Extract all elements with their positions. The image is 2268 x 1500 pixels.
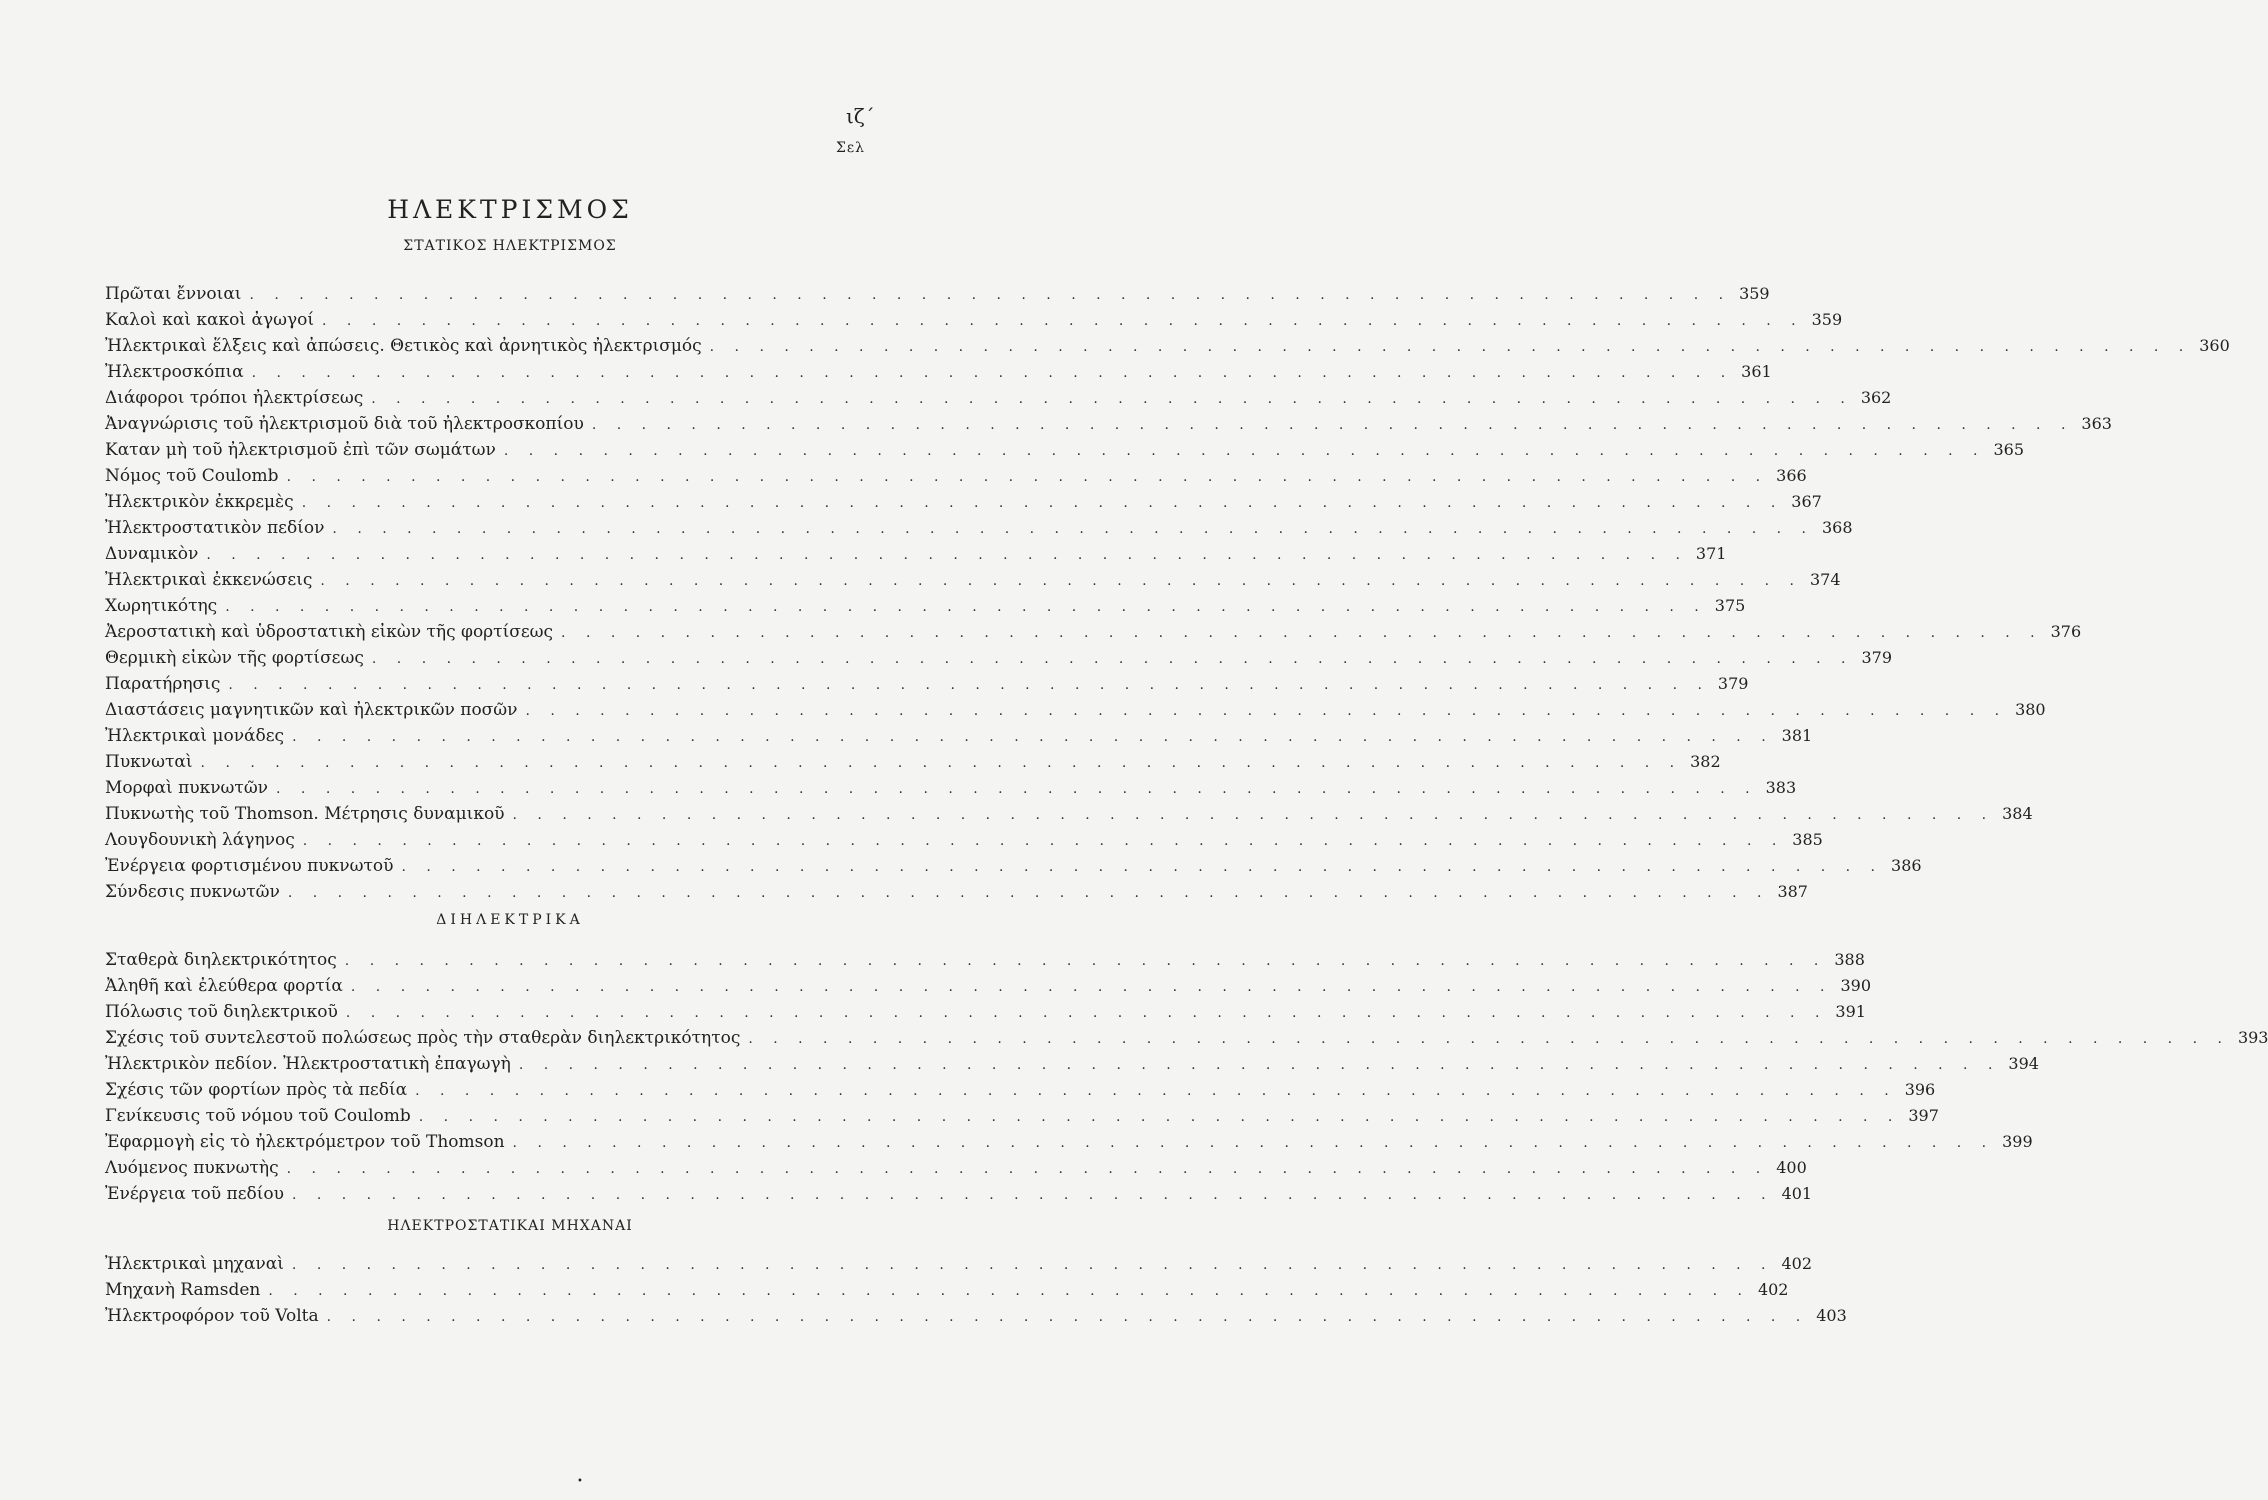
toc-entry-page: 383: [1765, 778, 1797, 797]
toc-entry-page: 375: [1714, 596, 1746, 615]
toc-entry: [105, 1106, 1939, 1132]
page-number: ιζ΄: [846, 104, 875, 128]
toc-entry-title: Διαστάσεις μαγνητικῶν καὶ ἠλεκτρικῶν ποσῶν: [105, 700, 518, 720]
dot-leader: . . . . . . . . . . . . . . . . . . . . . . . . . . . . . . . . . . . . . . . . . . . . . . . . . . . . . . . . . . . .: [418, 1109, 1901, 1125]
toc-entry-page: 391: [1835, 1002, 1866, 1021]
toc-entry-title: Ἠλεκτρικὸν ἐκκρεμὲς: [105, 492, 294, 512]
toc-entry: [105, 1054, 2039, 1080]
dot-leader: . . . . . . . . . . . . . . . . . . . . . . . . . . . . . . . . . . . . . . . . . . . . . . . . . . . . . . . . . . . .: [292, 729, 1774, 745]
toc-entry: [105, 726, 1813, 752]
toc-entry-page: 385: [1792, 830, 1823, 849]
toc-entry-page: 374: [1809, 570, 1841, 589]
toc-entry-title: Ἀναγνώρισις τοῦ ἠλεκτρισμοῦ διὰ τοῦ ἠλεκτροσκοπίου: [105, 414, 584, 434]
dot-leader: . . . . . . . . . . . . . . . . . . . . . . . . . . . . . . . . . . . . . . . . . . . . . . . . . . . . . . . . . . . .: [345, 1005, 1828, 1021]
toc-entry-page: 381: [1781, 726, 1813, 745]
dot-leader: . . . . . . . . . . . . . . . . . . . . . . . . . . . . . . . . . . . . . . . . . . . . . . . . . . . . . . . . . . . .: [286, 1161, 1769, 1177]
toc-entry-title: Μορφαὶ πυκνωτῶν: [105, 778, 269, 798]
toc-entry-page: 376: [2050, 622, 2082, 641]
dot-leader: . . . . . . . . . . . . . . . . . . . . . . . . . . . . . . . . . . . . . . . . . . . . . . . . . . . . . . . . . . . .: [251, 365, 1734, 381]
toc-entry-title: Θερμικὴ εἰκὼν τῆς φορτίσεως: [105, 648, 364, 668]
dot-leader: . . . . . . . . . . . . . . . . . . . . . . . . . . . . . . . . . . . . . . . . . . . . . . . . . . . . . . . . . . . .: [401, 859, 1884, 875]
dot-leader: . . . . . . . . . . . . . . . . . . . . . . . . . . . . . . . . . . . . . . . . . . . . . . . . . . . . . . . . . . . .: [332, 521, 1814, 537]
toc-entry: [105, 1254, 1813, 1280]
dot-leader: . . . . . . . . . . . . . . . . . . . . . . . . . . . . . . . . . . . . . . . . . . . . . . . . . . . . . . . . . . . .: [206, 547, 1688, 563]
toc-entry-page: 388: [1834, 950, 1865, 969]
toc-entry: [105, 622, 2082, 648]
dot-leader: . . . . . . . . . . . . . . . . . . . . . . . . . . . . . . . . . . . . . . . . . . . . . . . . . . . . . . . . . . . .: [591, 417, 2074, 433]
toc-list-static-electricity: [105, 284, 2230, 908]
toc-entry-title: Ἀεροστατικὴ καὶ ὑδροστατικὴ εἰκὼν τῆς φορτίσεως: [105, 622, 554, 642]
toc-entry-title: Ἠλεκτρικὸν πεδίον. Ἠλεκτροστατικὴ ἐπαγωγὴ: [105, 1054, 511, 1074]
toc-entry-page: 360: [2199, 336, 2230, 355]
toc-entry-page: 402: [1757, 1280, 1789, 1299]
toc-entry: [105, 856, 1922, 882]
toc-entry-title: Σταθερὰ διηλεκτρικότητος: [105, 950, 337, 970]
toc-entry: [105, 752, 1721, 778]
footer-mark: •: [577, 1476, 583, 1487]
toc-entry: [105, 570, 1841, 596]
toc-entry-title: Ἠλεκτρικαὶ μηχαναὶ: [105, 1254, 284, 1274]
toc-entry: [105, 1184, 1813, 1210]
dot-leader: . . . . . . . . . . . . . . . . . . . . . . . . . . . . . . . . . . . . . . . . . . . . . . . . . . . . . . . . . . . .: [326, 1309, 1809, 1325]
toc-entry-page: 403: [1816, 1306, 1847, 1325]
toc-entry-page: 362: [1860, 388, 1892, 407]
toc-entry-page: 361: [1741, 362, 1772, 381]
toc-entry-title: Νόμος τοῦ Coulomb: [105, 466, 279, 486]
toc-entry: [105, 1080, 1936, 1106]
section-title-dielectrics: ΔΙΗΛΕΚΤΡΙΚΑ: [436, 912, 584, 928]
dot-leader: . . . . . . . . . . . . . . . . . . . . . . . . . . . . . . . . . . . . . . . . . . . . . . . . . . . . . . . . . . . .: [322, 313, 1804, 329]
toc-entry: [105, 414, 2112, 440]
dot-leader: . . . . . . . . . . . . . . . . . . . . . . . . . . . . . . . . . . . . . . . . . . . . . . . . . . . . . . . . . . . .: [291, 1187, 1774, 1203]
toc-entry: [105, 544, 1727, 570]
toc-entry: [105, 284, 1770, 310]
toc-entry-title: Λουγδουνικὴ λάγηνος: [105, 830, 295, 850]
toc-entry-page: 366: [1776, 466, 1807, 485]
dot-leader: . . . . . . . . . . . . . . . . . . . . . . . . . . . . . . . . . . . . . . . . . . . . . . . . . . . . . . . . . . . .: [748, 1031, 2230, 1047]
toc-entry: [105, 882, 1808, 908]
toc-entry-title: Σχέσις τοῦ συντελεστοῦ πολώσεως πρὸς τὴν σταθερὰν διηλεκτρικότητος: [105, 1028, 741, 1048]
dot-leader: . . . . . . . . . . . . . . . . . . . . . . . . . . . . . . . . . . . . . . . . . . . . . . . . . . . . . . . . . . . .: [415, 1083, 1897, 1099]
toc-entry: [105, 1280, 1789, 1306]
toc-entry: [105, 596, 1746, 622]
toc-entry-page: 387: [1777, 882, 1808, 901]
toc-entry: [105, 1306, 1847, 1332]
toc-entry: [105, 830, 1823, 856]
dot-leader: . . . . . . . . . . . . . . . . . . . . . . . . . . . . . . . . . . . . . . . . . . . . . . . . . . . . . . . . . . . .: [287, 885, 1770, 901]
dot-leader: . . . . . . . . . . . . . . . . . . . . . . . . . . . . . . . . . . . . . . . . . . . . . . . . . . . . . . . . . . . .: [302, 833, 1785, 849]
dot-leader: . . . . . . . . . . . . . . . . . . . . . . . . . . . . . . . . . . . . . . . . . . . . . . . . . . . . . . . . . . . .: [276, 781, 1758, 797]
dot-leader: . . . . . . . . . . . . . . . . . . . . . . . . . . . . . . . . . . . . . . . . . . . . . . . . . . . . . . . . . . . .: [344, 953, 1827, 969]
toc-entry-title: Δυναμικὸν: [105, 544, 199, 564]
toc-entry-title: Καλοὶ καὶ κακοὶ ἀγωγοί: [105, 310, 315, 330]
dot-leader: . . . . . . . . . . . . . . . . . . . . . . . . . . . . . . . . . . . . . . . . . . . . . . . . . . . . . . . . . . . .: [371, 651, 1854, 667]
toc-entry-title: Πρῶται ἔννοιαι: [105, 284, 242, 304]
toc-list-dielectrics: [105, 950, 2268, 1210]
toc-entry: [105, 362, 1772, 388]
toc-entry-page: 400: [1776, 1158, 1807, 1177]
main-title: ΗΛΕΚΤΡΙΣΜΟΣ: [387, 194, 633, 224]
toc-entry: [105, 440, 2024, 466]
toc-entry: [105, 1158, 1807, 1184]
toc-entry-page: 394: [2008, 1054, 2039, 1073]
toc-entry-title: Ἠλεκτροστατικὸν πεδίον: [105, 518, 325, 538]
toc-entry: [105, 336, 2230, 362]
toc-entry: [105, 976, 1872, 1002]
page-column-label: Σελ: [836, 140, 866, 156]
dot-leader: . . . . . . . . . . . . . . . . . . . . . . . . . . . . . . . . . . . . . . . . . . . . . . . . . . . . . . . . . . . .: [200, 755, 1683, 771]
toc-entry-page: 359: [1811, 310, 1843, 329]
toc-entry-title: Παρατήρησις: [105, 674, 221, 694]
toc-entry-title: Ἠλεκτροσκόπια: [105, 362, 244, 382]
toc-entry-page: 382: [1690, 752, 1721, 771]
toc-entry-title: Σύνδεσις πυκνωτῶν: [105, 882, 280, 902]
toc-entry-title: Καταν μὴ τοῦ ἠλεκτρισμοῦ ἐπὶ τῶν σωμάτων: [105, 440, 496, 460]
toc-entry: [105, 778, 1797, 804]
toc-entry-title: Ἐνέργεια φορτισμένου πυκνωτοῦ: [105, 856, 394, 876]
toc-entry-page: 402: [1781, 1254, 1813, 1273]
toc-entry-page: 396: [1904, 1080, 1936, 1099]
dot-leader: . . . . . . . . . . . . . . . . . . . . . . . . . . . . . . . . . . . . . . . . . . . . . . . . . . . . . . . . . . . .: [225, 599, 1707, 615]
dot-leader: . . . . . . . . . . . . . . . . . . . . . . . . . . . . . . . . . . . . . . . . . . . . . . . . . . . . . . . . . . . .: [249, 287, 1732, 303]
toc-list-electrostatic-machines: [105, 1254, 1847, 1332]
toc-entry-title: Ἐφαρμογὴ εἰς τὸ ἠλεκτρόμετρον τοῦ Thomson: [105, 1132, 505, 1152]
dot-leader: . . . . . . . . . . . . . . . . . . . . . . . . . . . . . . . . . . . . . . . . . . . . . . . . . . . . . . . . . . . .: [268, 1283, 1750, 1299]
toc-entry-page: 390: [1840, 976, 1872, 995]
toc-entry: [105, 648, 1893, 674]
toc-entry-title: Ἠλεκτρικαὶ ἐκκενώσεις: [105, 570, 313, 590]
toc-entry: [105, 700, 2046, 726]
dot-leader: . . . . . . . . . . . . . . . . . . . . . . . . . . . . . . . . . . . . . . . . . . . . . . . . . . . . . . . . . . . .: [518, 1057, 2001, 1073]
dot-leader: . . . . . . . . . . . . . . . . . . . . . . . . . . . . . . . . . . . . . . . . . . . . . . . . . . . . . . . . . . . .: [291, 1257, 1774, 1273]
toc-entry: [105, 518, 1853, 544]
toc-entry-title: Γενίκευσις τοῦ νόμου τοῦ Coulomb: [105, 1106, 411, 1126]
toc-entry-page: 399: [2002, 1132, 2033, 1151]
toc-entry: [105, 466, 1807, 492]
toc-entry: [105, 804, 2033, 830]
toc-entry-page: 359: [1739, 284, 1770, 303]
toc-entry-page: 363: [2081, 414, 2112, 433]
dot-leader: . . . . . . . . . . . . . . . . . . . . . . . . . . . . . . . . . . . . . . . . . . . . . . . . . . . . . . . . . . . .: [350, 979, 1833, 995]
section-title-static-electricity: ΣΤΑΤΙΚΟΣ ΗΛΕΚΤΡΙΣΜΟΣ: [403, 238, 617, 254]
toc-entry: [105, 674, 1749, 700]
toc-entry-page: 379: [1717, 674, 1749, 693]
toc-entry: [105, 310, 1843, 336]
dot-leader: . . . . . . . . . . . . . . . . . . . . . . . . . . . . . . . . . . . . . . . . . . . . . . . . . . . . . . . . . . . .: [512, 807, 1995, 823]
toc-entry-page: 386: [1891, 856, 1922, 875]
toc-entry-page: 397: [1908, 1106, 1939, 1125]
toc-entry-page: 368: [1822, 518, 1853, 537]
toc-entry: [105, 1002, 1866, 1028]
toc-entry-title: Μηχανὴ Ramsden: [105, 1280, 261, 1300]
toc-entry-title: Σχέσις τῶν φορτίων πρὸς τὰ πεδία: [105, 1080, 408, 1100]
toc-entry-title: Ἀληθῆ καὶ ἐλεύθερα φορτία: [105, 976, 343, 996]
dot-leader: . . . . . . . . . . . . . . . . . . . . . . . . . . . . . . . . . . . . . . . . . . . . . . . . . . . . . . . . . . . .: [561, 625, 2043, 641]
toc-entry: [105, 1132, 2033, 1158]
toc-entry-page: 393: [2237, 1028, 2268, 1047]
toc-entry: [105, 492, 1822, 518]
dot-leader: . . . . . . . . . . . . . . . . . . . . . . . . . . . . . . . . . . . . . . . . . . . . . . . . . . . . . . . . . . . .: [371, 391, 1853, 407]
dot-leader: . . . . . . . . . . . . . . . . . . . . . . . . . . . . . . . . . . . . . . . . . . . . . . . . . . . . . . . . . . . .: [709, 339, 2192, 355]
toc-entry-page: 401: [1781, 1184, 1813, 1203]
dot-leader: . . . . . . . . . . . . . . . . . . . . . . . . . . . . . . . . . . . . . . . . . . . . . . . . . . . . . . . . . . . .: [228, 677, 1710, 693]
section-title-electrostatic-machines: ΗΛΕΚΤΡΟΣΤΑΤΙΚΑΙ ΜΗΧΑΝΑΙ: [387, 1218, 633, 1234]
toc-entry-page: 365: [1993, 440, 2024, 459]
toc-entry-title: Ἐνέργεια τοῦ πεδίου: [105, 1184, 284, 1204]
toc-entry-page: 380: [2015, 700, 2046, 719]
dot-leader: . . . . . . . . . . . . . . . . . . . . . . . . . . . . . . . . . . . . . . . . . . . . . . . . . . . . . . . . . . . .: [503, 443, 1986, 459]
toc-entry-title: Ἠλεκτροφόρον τοῦ Volta: [105, 1306, 319, 1326]
toc-entry-title: Διάφοροι τρόποι ἠλεκτρίσεως: [105, 388, 364, 408]
toc-entry-page: 379: [1861, 648, 1893, 667]
toc-entry: [105, 1028, 2268, 1054]
toc-entry-title: Χωρητικότης: [105, 596, 218, 616]
dot-leader: . . . . . . . . . . . . . . . . . . . . . . . . . . . . . . . . . . . . . . . . . . . . . . . . . . . . . . . . . . . .: [301, 495, 1784, 511]
toc-entry-title: Ἠλεκτρικαὶ ἕλξεις καὶ ἀπώσεις. Θετικὸς καὶ ἀρνητικὸς ἠλεκτρισμός: [105, 336, 702, 356]
dot-leader: . . . . . . . . . . . . . . . . . . . . . . . . . . . . . . . . . . . . . . . . . . . . . . . . . . . . . . . . . . . .: [320, 573, 1802, 589]
toc-entry: [105, 388, 1892, 414]
toc-entry-title: Πυκνωταὶ: [105, 752, 193, 772]
toc-entry-title: Πυκνωτὴς τοῦ Thomson. Μέτρησις δυναμικοῦ: [105, 804, 505, 824]
dot-leader: . . . . . . . . . . . . . . . . . . . . . . . . . . . . . . . . . . . . . . . . . . . . . . . . . . . . . . . . . . . .: [512, 1135, 1995, 1151]
toc-entry-page: 367: [1791, 492, 1822, 511]
dot-leader: . . . . . . . . . . . . . . . . . . . . . . . . . . . . . . . . . . . . . . . . . . . . . . . . . . . . . . . . . . . .: [286, 469, 1769, 485]
toc-entry-page: 371: [1695, 544, 1727, 563]
toc-entry-page: 384: [2002, 804, 2033, 823]
toc-entry-title: Λυόμενος πυκνωτὴς: [105, 1158, 279, 1178]
toc-entry: [105, 950, 1865, 976]
toc-entry-title: Πόλωσις τοῦ διηλεκτρικοῦ: [105, 1002, 338, 1022]
dot-leader: . . . . . . . . . . . . . . . . . . . . . . . . . . . . . . . . . . . . . . . . . . . . . . . . . . . . . . . . . . . .: [525, 703, 2008, 719]
toc-entry-title: Ἠλεκτρικαὶ μονάδες: [105, 726, 285, 746]
